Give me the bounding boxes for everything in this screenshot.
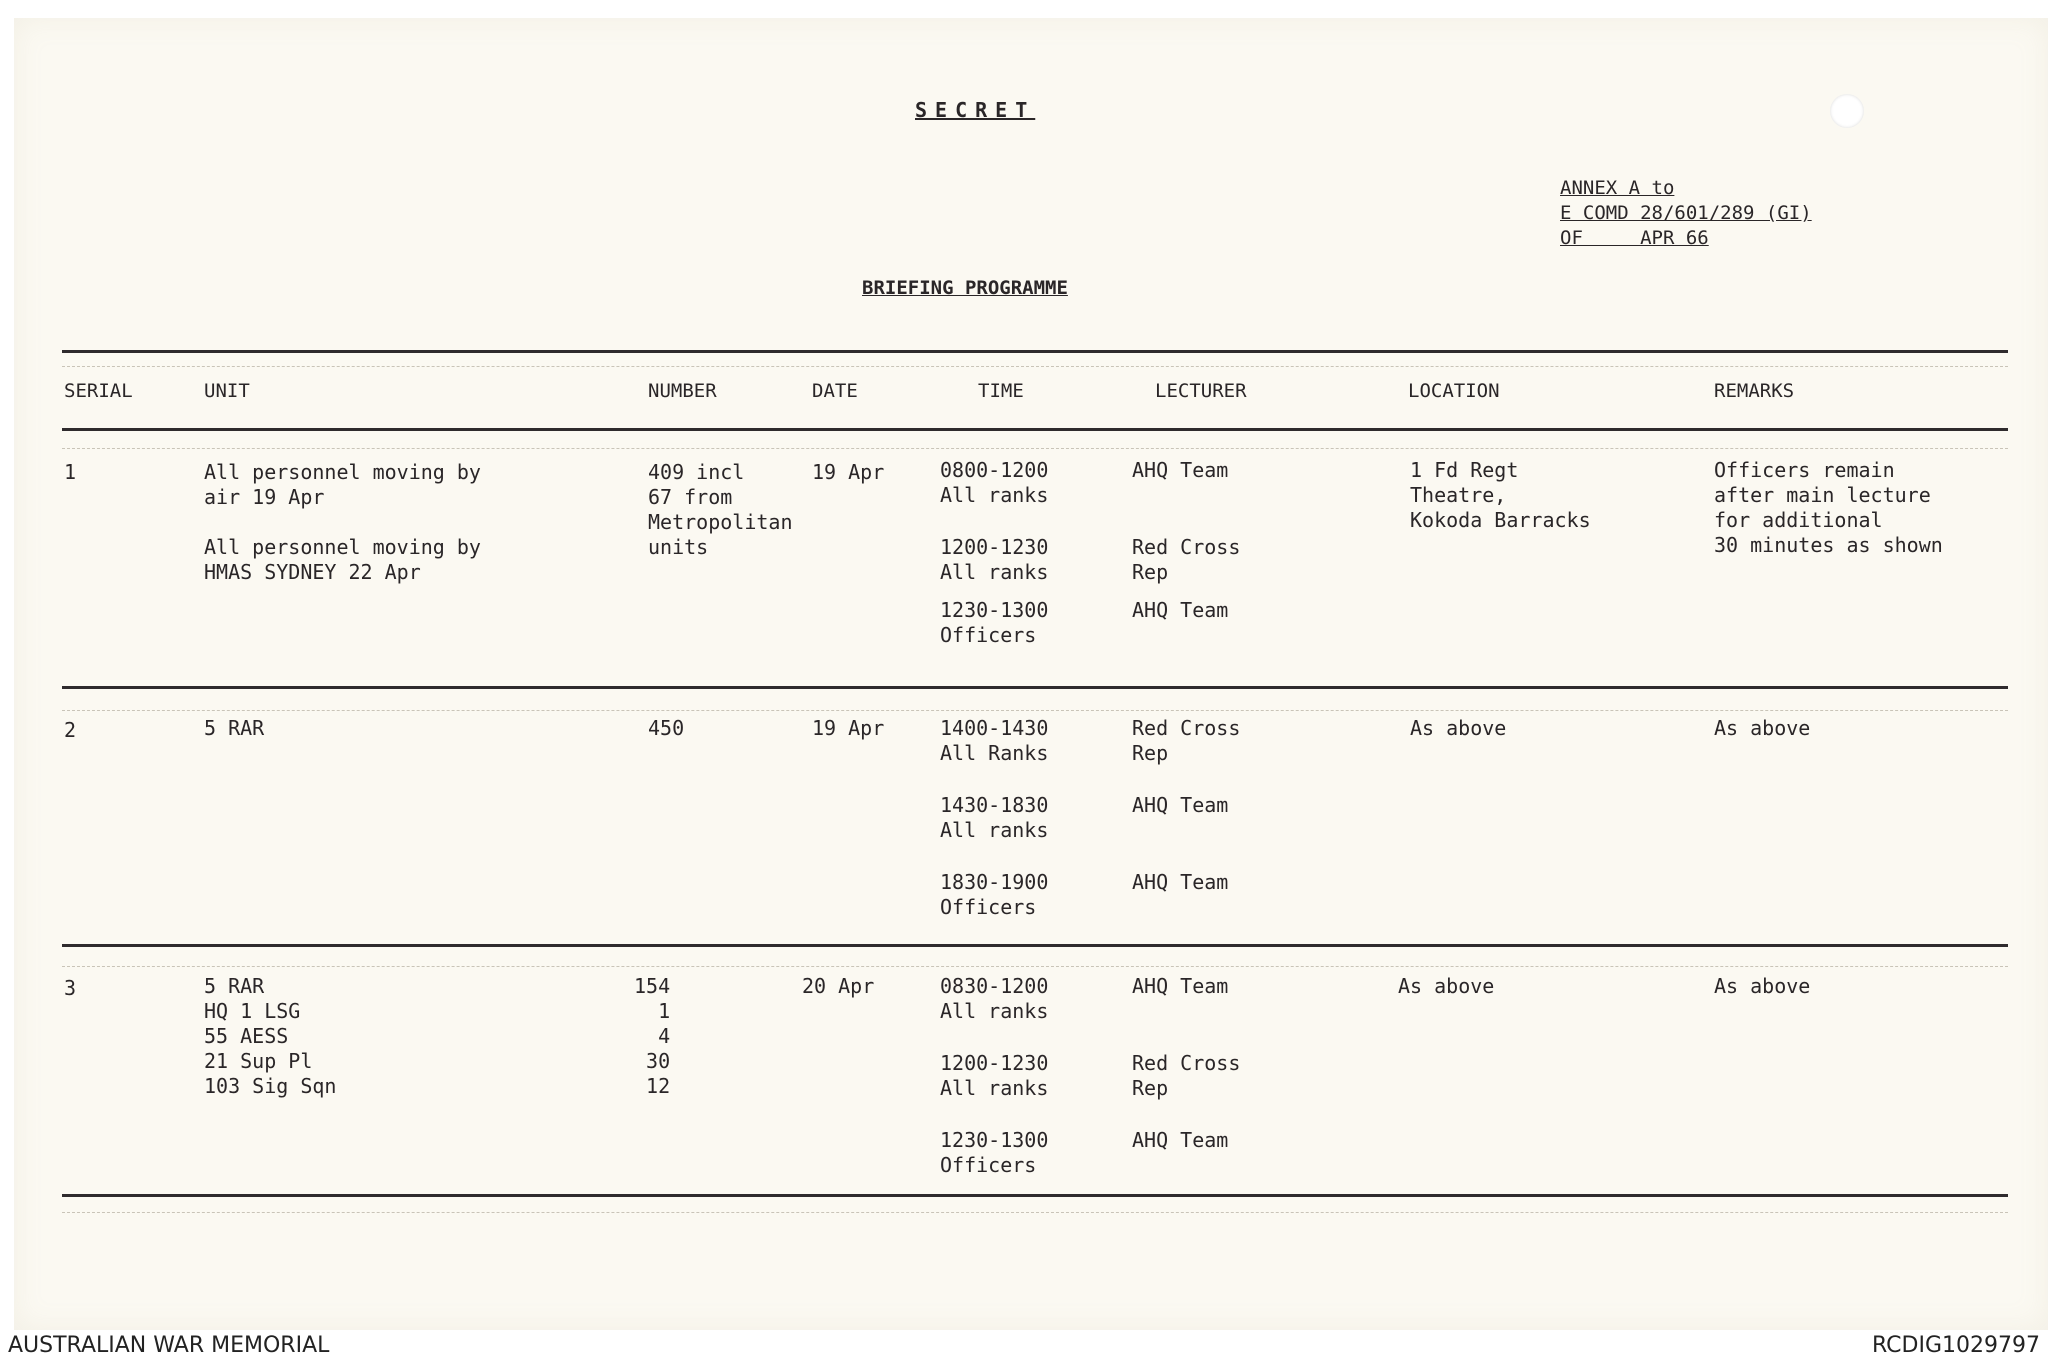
date-cell: 19 Apr (812, 716, 885, 740)
header-bottom-rule (62, 428, 2008, 431)
lecturer-cell: AHQ Team (1132, 974, 1229, 998)
time-cell: 1400-1430 All Ranks (940, 716, 1049, 765)
time-cell: 1230-1300 Officers (940, 1128, 1049, 1177)
unit-cell: All personnel moving by air 19 Apr All personnel moving by HMAS SYDNEY 22 Apr (204, 460, 481, 584)
number-cell: 409 incl 67 from Metropolitan units (648, 460, 793, 559)
time-cell: 1830-1900 Officers (940, 870, 1049, 919)
number-cell: 154 1 4 30 12 (634, 974, 671, 1098)
remarks-cell: Officers remain after main lecture for additional 30 minutes as shown (1714, 458, 1943, 557)
column-header-location: LOCATION (1408, 380, 1500, 402)
document-title: BRIEFING PROGRAMME (862, 277, 1068, 299)
lecturer-cell: AHQ Team (1132, 458, 1229, 482)
date-cell: 20 Apr (802, 974, 875, 998)
unit-cell: 5 RAR (204, 716, 265, 740)
number-cell: 450 (648, 716, 685, 740)
lecturer-cell: AHQ Team (1132, 1128, 1229, 1152)
time-cell: 0800-1200 All ranks (940, 458, 1049, 507)
lecturer-cell: AHQ Team (1132, 793, 1229, 817)
location-cell: As above (1410, 716, 1507, 740)
column-header-unit: UNIT (204, 380, 250, 402)
serial-cell: 3 (64, 976, 77, 1000)
time-cell: 0830-1200 All ranks (940, 974, 1049, 1023)
divider (62, 366, 2008, 367)
annex-line: OF APR 66 (1560, 227, 1709, 249)
divider (62, 1212, 2008, 1213)
divider (62, 966, 2008, 967)
row-rule (62, 944, 2008, 947)
archive-credit: AUSTRALIAN WAR MEMORIAL (8, 1333, 330, 1358)
lecturer-cell: Red Cross Rep (1132, 535, 1241, 584)
remarks-cell: As above (1714, 974, 1811, 998)
column-header-date: DATE (812, 380, 858, 402)
punch-hole (1830, 94, 1864, 128)
column-header-remarks: REMARKS (1714, 380, 1795, 402)
column-header-serial: SERIAL (64, 380, 133, 402)
archive-reference: RCDIG1029797 (1871, 1333, 2040, 1358)
annex-reference (1560, 176, 1812, 251)
table-bottom-rule (62, 1194, 2008, 1197)
location-cell: As above (1398, 974, 1495, 998)
lecturer-cell: Red Cross Rep (1132, 1051, 1241, 1100)
table-top-rule (62, 350, 2008, 353)
annex-line: E COMD 28/601/289 (GI) (1560, 202, 1812, 224)
date-cell: 19 Apr (812, 460, 885, 484)
column-header-lecturer: LECTURER (1155, 380, 1247, 402)
time-cell: 1200-1230 All ranks (940, 535, 1049, 584)
remarks-cell: As above (1714, 716, 1811, 740)
row-rule (62, 686, 2008, 689)
serial-cell: 1 (64, 460, 77, 484)
divider (62, 448, 2008, 449)
location-cell: 1 Fd Regt Theatre, Kokoda Barracks (1410, 458, 1591, 532)
time-cell: 1200-1230 All ranks (940, 1051, 1049, 1100)
annex-line: ANNEX A to (1560, 177, 1675, 199)
time-cell: 1430-1830 All ranks (940, 793, 1049, 842)
lecturer-cell: Red Cross Rep (1132, 716, 1241, 765)
lecturer-cell: AHQ Team (1132, 598, 1229, 622)
divider (62, 710, 2008, 711)
serial-cell: 2 (64, 718, 77, 742)
time-cell: 1230-1300 Officers (940, 598, 1049, 647)
lecturer-cell: AHQ Team (1132, 870, 1229, 894)
classification-heading: SECRET (915, 98, 1036, 122)
column-header-time: TIME (978, 380, 1024, 402)
unit-cell: 5 RAR HQ 1 LSG 55 AESS 21 Sup Pl 103 Sig Sqn (204, 974, 337, 1098)
column-header-number: NUMBER (648, 380, 717, 402)
